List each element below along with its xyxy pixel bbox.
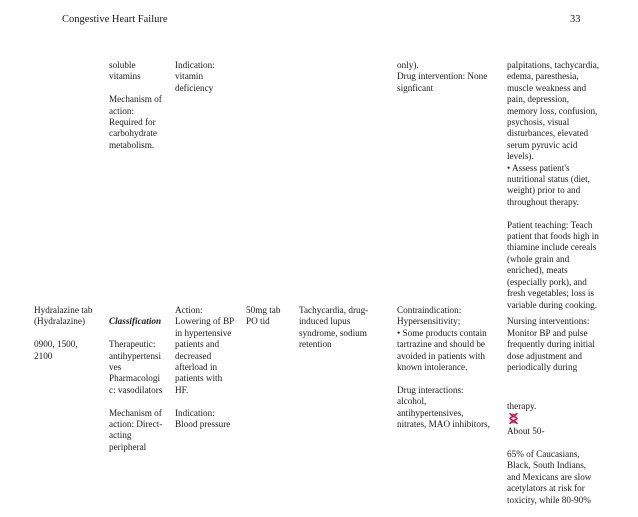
text-line: [175, 396, 243, 407]
text-line: deficiency: [175, 82, 214, 93]
text-line: serum pyruvic acid: [507, 139, 578, 150]
text-line: 2100: [34, 350, 53, 361]
dna-helix-icon: [509, 413, 518, 424]
text-line: frequently during initial: [507, 339, 595, 350]
classification-cell: [109, 305, 173, 465]
side-effects-cell: [299, 305, 393, 351]
text-line: signficant: [397, 82, 434, 93]
text-line: and Mexicans are slow: [507, 471, 592, 482]
text-line: Indication:: [175, 60, 215, 70]
text-line: syndrome, sodium: [299, 327, 367, 338]
drug-name-cell: [34, 305, 106, 362]
text-line: avoided in patients with: [397, 350, 486, 361]
text-line: c: vasodilators: [109, 384, 163, 395]
text-line: Lowering of BP: [175, 316, 235, 327]
text-line: decreased: [175, 350, 212, 361]
text-line: Pharmacologi: [109, 373, 161, 384]
text-line: fresh vegetables; loss is: [507, 288, 595, 299]
text-line: induced lupus: [299, 316, 351, 327]
text-line: Therapeutic:: [109, 339, 156, 350]
text-line: patient that foods high in: [507, 231, 599, 242]
text-line: variable during cooking.: [507, 299, 598, 310]
text-line: Nursing interventions:: [507, 316, 590, 327]
text-line: HF.: [175, 384, 189, 395]
contraindication-cell: [397, 305, 505, 430]
text-line: [507, 208, 632, 219]
text-line: tartrazine and should be: [397, 339, 486, 350]
running-header-title: Congestive Heart Failure: [62, 14, 168, 25]
action-cell: [175, 305, 243, 430]
text-line: action:: [109, 105, 135, 116]
text-line: Indication:: [175, 407, 215, 418]
classification-lines: [109, 339, 173, 453]
page-number: 33: [570, 14, 581, 25]
text-line: peripheral: [109, 441, 147, 452]
nursing-cell-cont: [507, 60, 632, 311]
text-line: Patient teaching: Teach: [507, 219, 593, 230]
text-line: only).: [397, 60, 419, 70]
text-line: Drug interactions:: [397, 384, 464, 395]
text-line: alcohol,: [397, 396, 427, 407]
text-line: memory loss, confusion,: [507, 105, 598, 116]
text-line: weight) prior to and: [507, 185, 581, 196]
text-line: [34, 328, 106, 339]
text-line: disturbances, elevated: [507, 128, 589, 139]
text-line: 65% of Caucasians,: [507, 448, 580, 459]
text-line: pain, depression,: [507, 94, 570, 105]
nursing-lines-c: [507, 449, 632, 506]
text-line: soluble: [109, 60, 136, 70]
text-line: Hypersensitivity;: [397, 316, 461, 327]
text-line: carbohydrate: [109, 128, 157, 139]
action-cell-cont: [175, 60, 243, 94]
text-line: metabolism.: [109, 139, 155, 150]
text-line: 50mg tab: [246, 305, 281, 315]
nursing-lines-a: [507, 316, 632, 373]
text-line: palpitations, tachycardia,: [507, 60, 600, 70]
nursing-cell: [507, 305, 632, 517]
text-line: acetylators at risk for: [507, 483, 585, 494]
text-line: [397, 373, 505, 384]
text-line: Required for: [109, 117, 156, 128]
text-line: thiamine include cereals: [507, 242, 597, 253]
text-line: [109, 83, 173, 94]
text-line: Monitor BP and pulse: [507, 327, 588, 338]
dose-cell: [246, 305, 294, 328]
classification-cell-cont: [109, 60, 173, 151]
text-line: periodically during: [507, 362, 578, 373]
text-line: throughout therapy.: [507, 196, 579, 207]
text-line: nutritional status (diet,: [507, 174, 590, 185]
text-line: retention: [299, 339, 332, 350]
text-line: (especially pork), and: [507, 276, 587, 287]
text-line: toxicity, while 80-90%: [507, 494, 591, 505]
text-line: Contraindication:: [397, 305, 462, 315]
text-line: (whole grain and: [507, 253, 570, 264]
text-line: patients and: [175, 339, 220, 350]
text-line: dose adjustment and: [507, 350, 583, 361]
text-line: Mechanism of: [109, 94, 162, 105]
text-line: action: Direct-: [109, 419, 163, 430]
text-line: vitamin: [175, 71, 204, 82]
text-line: afterload in: [175, 362, 218, 373]
text-line: Mechanism of: [109, 407, 162, 418]
text-line: antihypertensi: [109, 350, 162, 361]
nursing-line-therapy: [507, 390, 632, 438]
text-line: Blood pressure: [175, 419, 231, 430]
text-line: enriched), meats: [507, 265, 568, 276]
text-line: 0900, 1500,: [34, 339, 78, 350]
text-line: acting: [109, 430, 132, 441]
text-line: edema, paresthesia,: [507, 71, 579, 82]
text-line: patients with: [175, 373, 223, 384]
nursing-therapy-word: therapy.: [507, 401, 537, 412]
text-line: psychosis, visual: [507, 117, 570, 128]
text-line: ves: [109, 362, 122, 373]
text-line: [109, 396, 173, 407]
nursing-about-text: About 50-: [507, 426, 545, 437]
classification-title: Classification: [109, 316, 162, 327]
text-line: Hydralazine tab: [34, 305, 93, 315]
text-line: • Some products contain: [397, 327, 487, 338]
text-line: in hypertensive: [175, 327, 232, 338]
text-line: PO tid: [246, 316, 270, 327]
text-line: (Hydralazine): [34, 316, 86, 327]
text-line: levels).: [507, 151, 534, 162]
text-line: Black, South Indians,: [507, 460, 587, 471]
text-line: Action:: [175, 305, 203, 315]
text-line: Drug intervention: None: [397, 71, 488, 82]
text-line: Tachycardia, drug-: [299, 305, 369, 315]
text-line: antihypertensives,: [397, 407, 464, 418]
text-line: muscle weakness and: [507, 82, 587, 93]
contraindication-cell-cont: [397, 60, 499, 94]
text-line: known intolerance.: [397, 362, 468, 373]
text-line: • Assess patient's: [507, 162, 570, 173]
text-line: vitamins: [109, 71, 141, 82]
text-line: nitrates, MAO inhibitors,: [397, 419, 490, 430]
